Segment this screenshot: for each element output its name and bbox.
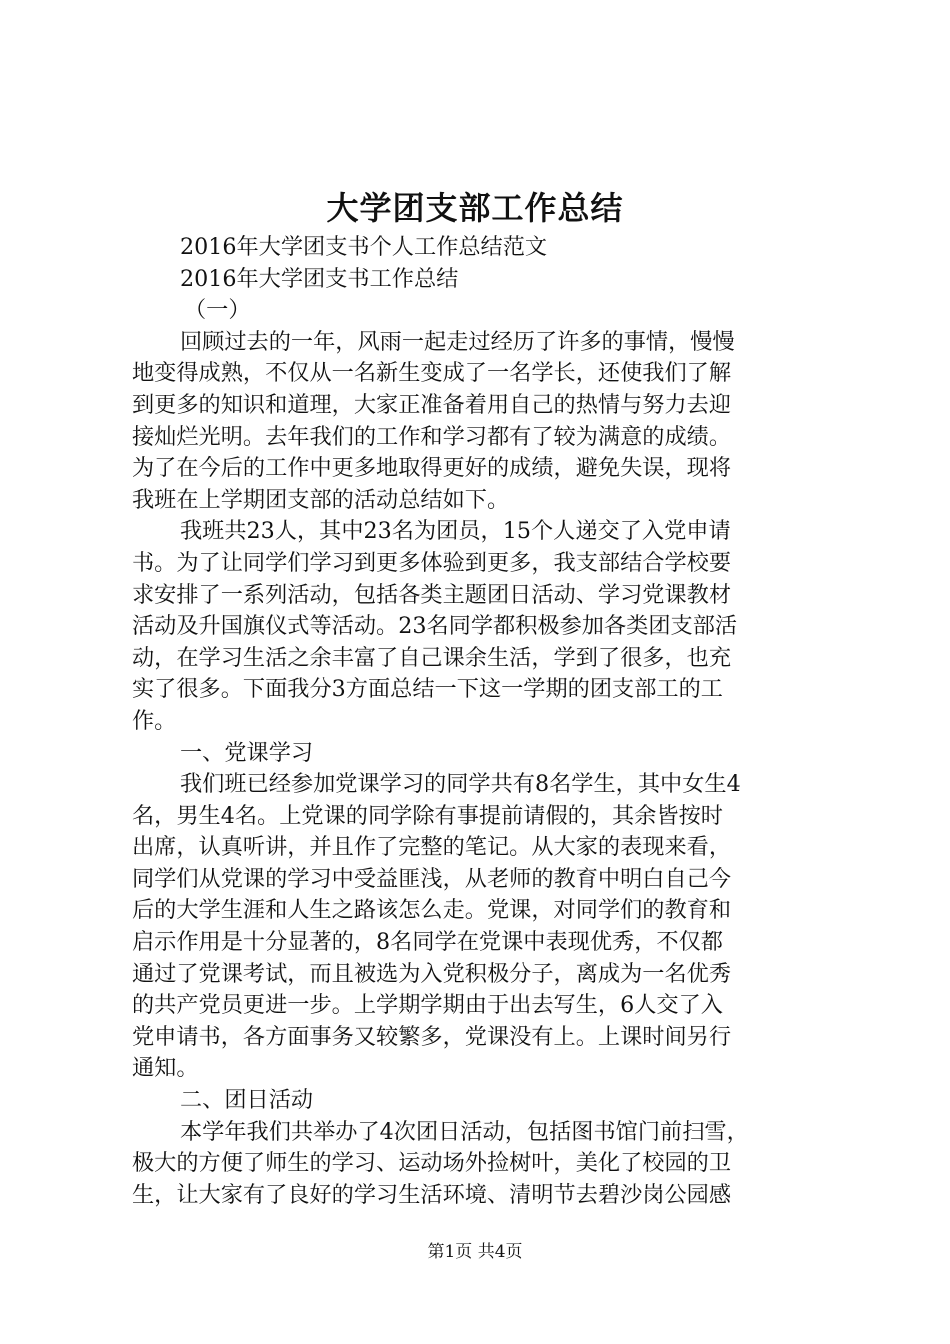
paragraph-line: 通过了党课考试，而且被选为入党积极分子，离成为一名优秀 — [132, 960, 732, 987]
document-body — [132, 232, 832, 1211]
paragraph-line: 求安排了一系列活动，包括各类主题团日活动、学习党课教材 — [132, 581, 732, 608]
document-title: 大学团支部工作总结 — [326, 189, 624, 227]
paragraph-line: 为了在今后的工作中更多地取得更好的成绩，避免失误，现将 — [132, 455, 732, 482]
paragraph-line: 名，男生4名。上党课的同学除有事提前请假的，其余皆按时 — [132, 802, 723, 829]
section-marker: （一） — [184, 297, 251, 324]
paragraph-line: 后的大学生涯和人生之路该怎么走。党课，对同学们的教育和 — [132, 897, 732, 924]
paragraph-line: 实了很多。下面我分3方面总结一下这一学期的团支部工的工 — [132, 676, 723, 703]
paragraph-line: 到更多的知识和道理，大家正准备着用自己的热情与努力去迎 — [132, 391, 732, 418]
paragraph-line: 党申请书，各方面事务又较繁多，党课没有上。上课时间另行 — [132, 1023, 732, 1050]
paragraph-line: 本学年我们共举办了4次团日活动，包括图书馆门前扫雪， — [180, 1118, 749, 1145]
paragraph-line: 出席，认真听讲，并且作了完整的笔记。从大家的表现来看， — [132, 834, 732, 861]
paragraph-line: 回顾过去的一年，风雨一起走过经历了许多的事情，慢慢 — [180, 328, 735, 355]
section-heading: 一、党课学习 — [180, 739, 314, 766]
paragraph-line: 的共产党员更进一步。上学期学期由于出去写生，6人交了入 — [132, 992, 723, 1019]
paragraph-line: 动，在学习生活之余丰富了自己课余生活，学到了很多，也充 — [132, 644, 732, 671]
paragraph-line: 启示作用是十分显著的，8名同学在党课中表现优秀，不仅都 — [132, 929, 723, 956]
section-heading: 二、团日活动 — [180, 1087, 314, 1114]
paragraph-line: 书。为了让同学们学习到更多体验到更多，我支部结合学校要 — [132, 549, 732, 576]
paragraph-line: 我班共23人，其中23名为团员，15个人递交了入党申请 — [180, 518, 731, 545]
paragraph-line: 通知。 — [132, 1055, 199, 1082]
subtitle-line: 2016年大学团支书工作总结 — [180, 265, 459, 292]
paragraph-line: 活动及升国旗仪式等活动。23名同学都积极参加各类团支部活 — [132, 613, 738, 640]
page-footer: 第1页 共4页 — [427, 1242, 523, 1262]
paragraph-line: 我们班已经参加党课学习的同学共有8名学生，其中女生4 — [180, 771, 741, 798]
paragraph-line: 极大的方便了师生的学习、运动场外捡树叶，美化了校园的卫 — [132, 1150, 732, 1177]
subtitle-line: 2016年大学团支书个人工作总结范文 — [180, 234, 548, 260]
paragraph-line: 接灿烂光明。去年我们的工作和学习都有了较为满意的成绩。 — [132, 423, 732, 450]
paragraph-line: 同学们从党课的学习中受益匪浅，从老师的教育中明白自己今 — [132, 865, 732, 892]
paragraph-line: 我班在上学期团支部的活动总结如下。 — [132, 486, 510, 513]
paragraph-line: 生，让大家有了良好的学习生活环境、清明节去碧沙岗公园感 — [132, 1181, 732, 1208]
paragraph-line: 地变得成熟，不仅从一名新生变成了一名学长，还使我们了解 — [132, 360, 732, 387]
paragraph-line: 作。 — [132, 707, 177, 734]
